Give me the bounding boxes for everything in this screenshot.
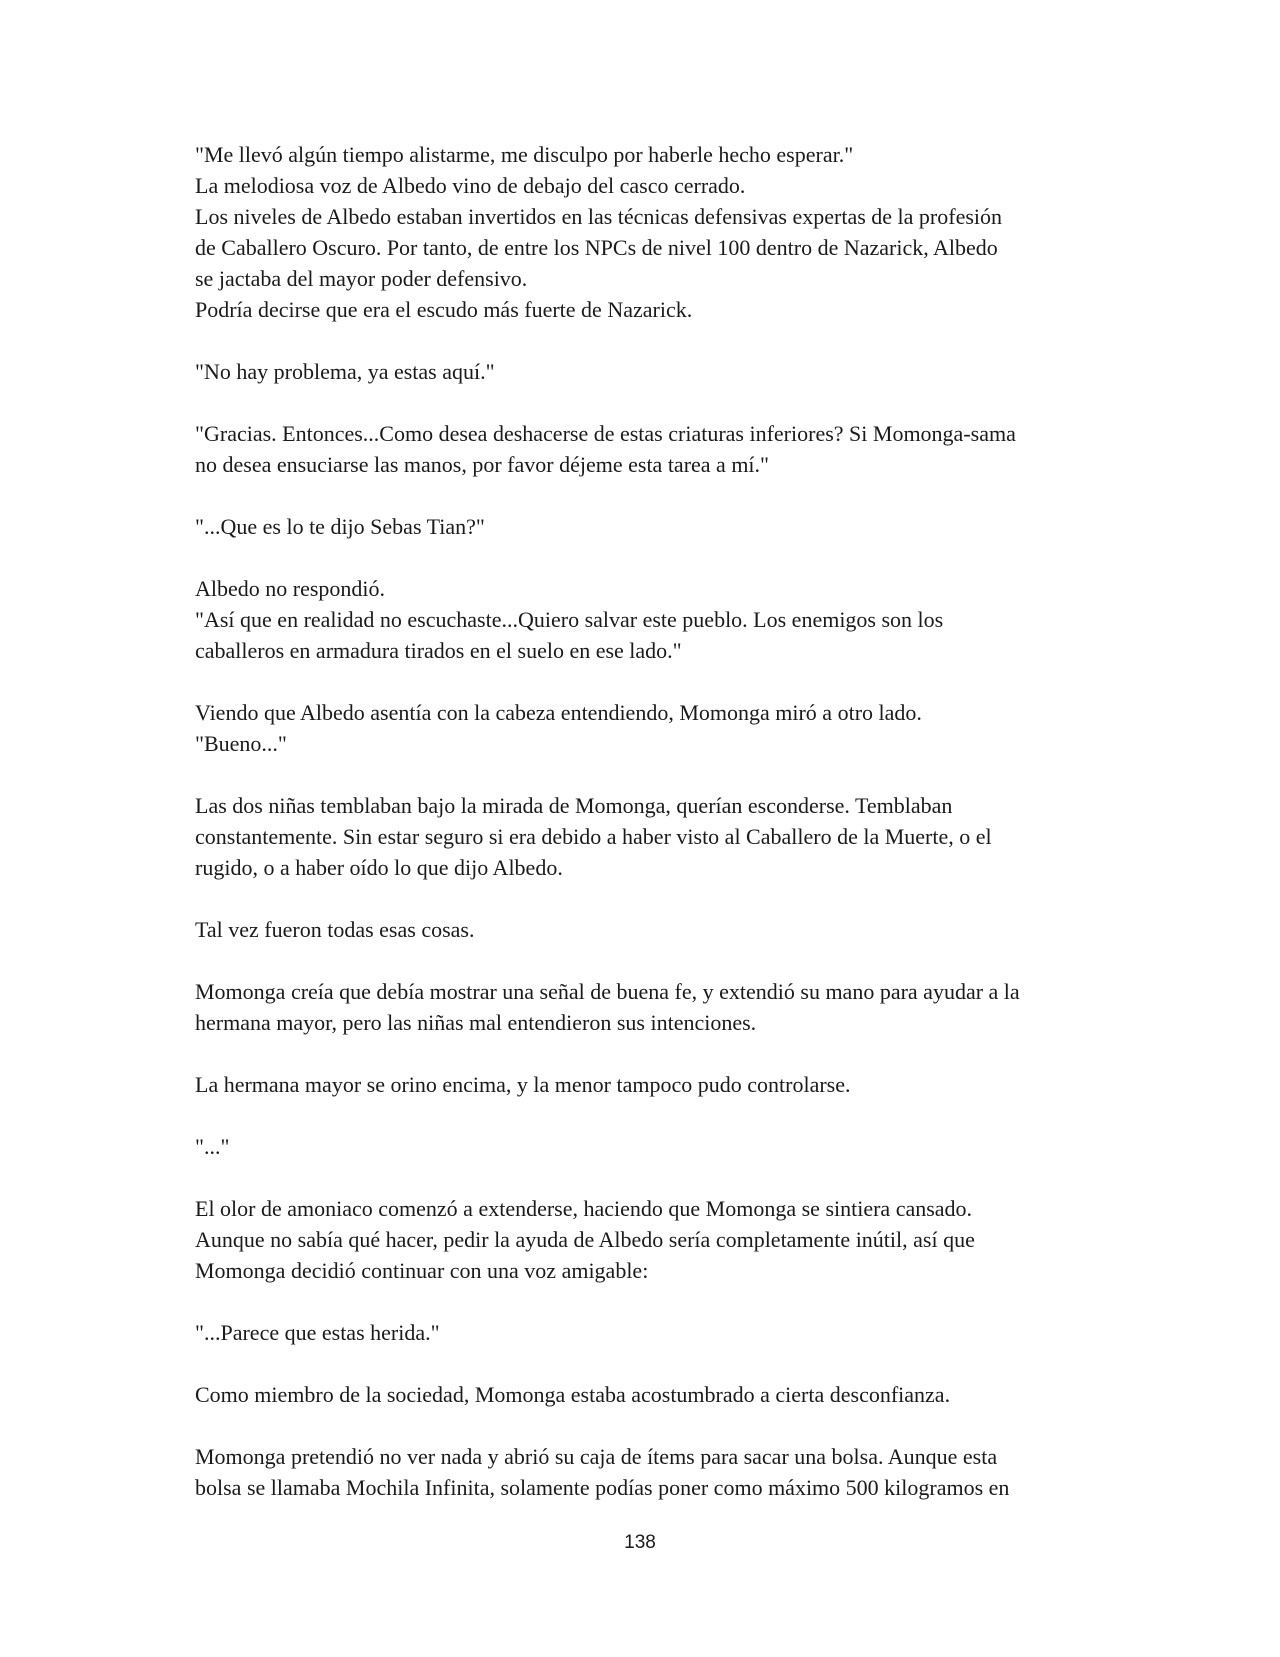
text-line: "Me llevó algún tiempo alistarme, me disculpo por haberle hecho esperar.": [195, 142, 854, 167]
paragraph-gap: [195, 1038, 1095, 1069]
text-line: Los niveles de Albedo estaban invertidos en las técnicas defensivas expertas de la profesión: [195, 204, 1003, 229]
text-line: "Gracias. Entonces...Como desea deshacerse de estas criaturas inferiores? Si Momonga-sama: [195, 421, 1016, 446]
paragraph-gap: [195, 480, 1095, 511]
text-line: hermana mayor, pero las niñas mal entendieron sus intenciones.: [195, 1010, 757, 1035]
page-number: 138: [624, 1532, 656, 1553]
text-line: "Así que en realidad no escuchaste...Quiero salvar este pueblo. Los enemigos son los: [195, 607, 944, 632]
paragraph-gap: [195, 759, 1095, 790]
text-line: "...Que es lo te dijo Sebas Tian?": [195, 514, 485, 539]
text-line: Tal vez fueron todas esas cosas.: [195, 917, 475, 942]
paragraph-gap: [195, 387, 1095, 418]
text-line: "No hay problema, ya estas aquí.": [195, 359, 495, 384]
paragraph-gap: [195, 542, 1095, 573]
paragraph-gap: [195, 883, 1095, 914]
body-text: [195, 139, 1095, 1503]
text-line: Aunque no sabía qué hacer, pedir la ayuda de Albedo sería completamente inútil, así que: [195, 1227, 975, 1252]
paragraph-gap: [195, 325, 1095, 356]
text-line: Momonga decidió continuar con una voz amigable:: [195, 1258, 649, 1283]
text-line: Podría decirse que era el escudo más fuerte de Nazarick.: [195, 297, 693, 322]
paragraph-gap: [195, 945, 1095, 976]
text-line: La hermana mayor se orino encima, y la menor tampoco pudo controlarse.: [195, 1072, 851, 1097]
text-line: rugido, o a haber oído lo que dijo Albedo.: [195, 855, 563, 880]
text-line: "...Parece que estas herida.": [195, 1320, 440, 1345]
text-line: La melodiosa voz de Albedo vino de debajo del casco cerrado.: [195, 173, 746, 198]
text-line: de Caballero Oscuro. Por tanto, de entre los NPCs de nivel 100 dentro de Nazarick, Albedo: [195, 235, 998, 260]
text-line: caballeros en armadura tirados en el suelo en ese lado.": [195, 638, 682, 663]
paragraph-gap: [195, 1410, 1095, 1441]
text-line: Las dos niñas temblaban bajo la mirada de Momonga, querían esconderse. Temblaban: [195, 793, 953, 818]
text-line: Momonga creía que debía mostrar una señal de buena fe, y extendió su mano para ayudar a la: [195, 979, 1020, 1004]
paragraph-gap: [195, 666, 1095, 697]
text-line: constantemente. Sin estar seguro si era debido a haber visto al Caballero de la Muerte, o el: [195, 824, 992, 849]
text-line: "...": [195, 1134, 230, 1159]
text-line: Albedo no respondió.: [195, 576, 386, 601]
paragraph-gap: [195, 1162, 1095, 1193]
paragraph-gap: [195, 1100, 1095, 1131]
text-line: se jactaba del mayor poder defensivo.: [195, 266, 528, 291]
text-line: Viendo que Albedo asentía con la cabeza entendiendo, Momonga miró a otro lado.: [195, 700, 922, 725]
text-line: "Bueno...": [195, 731, 287, 756]
text-line: El olor de amoniaco comenzó a extenderse, haciendo que Momonga se sintiera cansado.: [195, 1196, 973, 1221]
text-line: Momonga pretendió no ver nada y abrió su caja de ítems para sacar una bolsa. Aunque esta: [195, 1444, 998, 1469]
text-line: no desea ensuciarse las manos, por favor déjeme esta tarea a mí.": [195, 452, 770, 477]
paragraph-gap: [195, 1348, 1095, 1379]
text-line: Como miembro de la sociedad, Momonga estaba acostumbrado a cierta desconfianza.: [195, 1382, 951, 1407]
text-line: bolsa se llamaba Mochila Infinita, solamente podías poner como máximo 500 kilogramos en: [195, 1475, 1010, 1500]
paragraph-gap: [195, 1286, 1095, 1317]
